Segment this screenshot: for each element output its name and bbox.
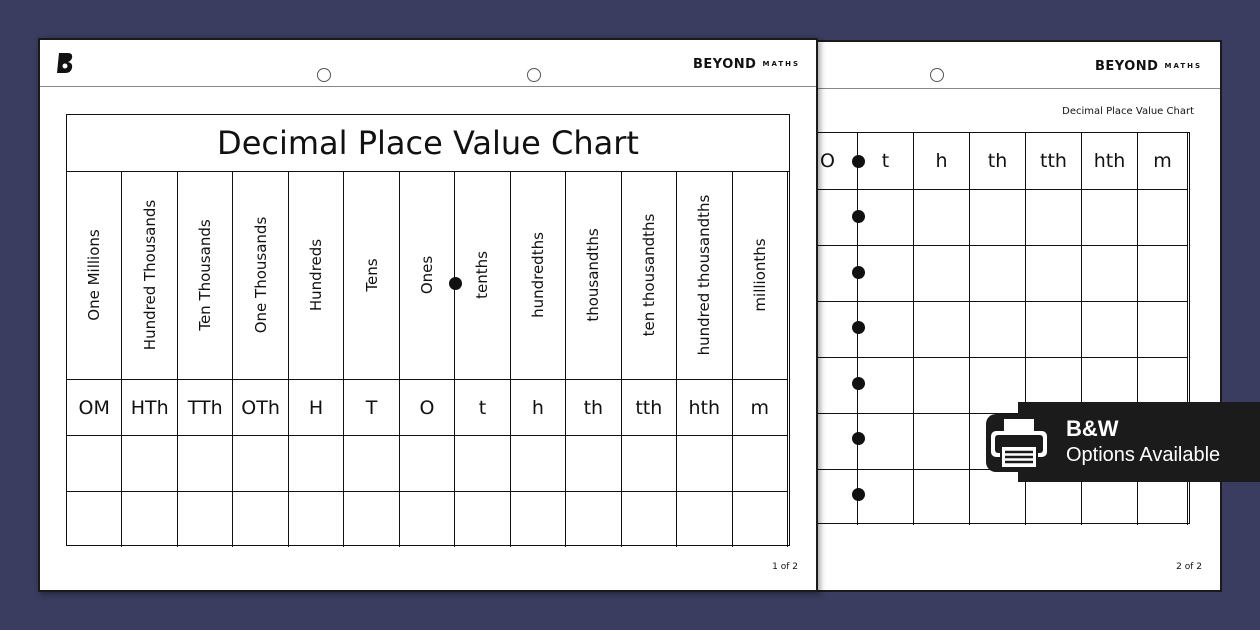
blank-cell[interactable] xyxy=(67,435,122,491)
column-name: Ten Thousands xyxy=(196,219,215,331)
column-header xyxy=(455,171,510,379)
decimal-point-dot xyxy=(852,266,865,279)
blank-cell[interactable] xyxy=(1026,245,1082,301)
column-name: One Millions xyxy=(85,229,104,321)
decimal-point-dot xyxy=(852,377,865,390)
worksheet-page-1 xyxy=(38,38,818,592)
column-name: Ones xyxy=(417,255,436,295)
column-header xyxy=(344,171,399,379)
blank-cell[interactable] xyxy=(1026,301,1082,357)
blank-cell[interactable] xyxy=(455,435,510,491)
column-abbreviation: T xyxy=(344,379,399,435)
beyond-logo-icon xyxy=(56,52,74,74)
blank-cell[interactable] xyxy=(1082,189,1138,245)
page-number: 1 of 2 xyxy=(772,562,798,572)
page-number: 2 of 2 xyxy=(1176,562,1202,572)
column-name: thousandths xyxy=(584,228,603,322)
punch-hole xyxy=(527,68,541,82)
blank-cell[interactable] xyxy=(511,491,566,547)
column-abbreviation: OTh xyxy=(233,379,288,435)
blank-cell[interactable] xyxy=(914,357,970,413)
column-abbreviation: tth xyxy=(1026,133,1082,189)
column-abbreviation: O xyxy=(814,133,858,189)
blank-cell[interactable] xyxy=(511,435,566,491)
column-name: hundred thousandths xyxy=(695,194,714,356)
column-abbreviation: tth xyxy=(622,379,677,435)
column-header xyxy=(122,171,177,379)
blank-cell[interactable] xyxy=(858,357,914,413)
blank-cell[interactable] xyxy=(858,301,914,357)
blank-cell[interactable] xyxy=(914,413,970,469)
blank-cell[interactable] xyxy=(914,245,970,301)
blank-cell[interactable] xyxy=(289,491,344,547)
column-header xyxy=(566,171,621,379)
column-abbreviation: h xyxy=(511,379,566,435)
column-abbreviation: TTh xyxy=(178,379,233,435)
column-name: Hundreds xyxy=(307,238,326,312)
blank-cell[interactable] xyxy=(1138,301,1188,357)
blank-cell[interactable] xyxy=(914,469,970,525)
blank-cell[interactable] xyxy=(289,435,344,491)
column-abbreviation: th xyxy=(566,379,621,435)
blank-cell[interactable] xyxy=(858,189,914,245)
column-abbreviation: h xyxy=(914,133,970,189)
brand-sub: MATHS xyxy=(1164,62,1202,70)
decimal-point-dot xyxy=(852,488,865,501)
blank-cell[interactable] xyxy=(455,491,510,547)
blank-cell[interactable] xyxy=(122,435,177,491)
brand-logo xyxy=(1095,59,1202,74)
column-abbreviation: th xyxy=(970,133,1026,189)
decimal-point-dot xyxy=(449,277,462,290)
worksheet-page-2 xyxy=(812,40,1222,592)
blank-cell[interactable] xyxy=(1082,301,1138,357)
blank-cell[interactable] xyxy=(1082,245,1138,301)
column-header xyxy=(289,171,344,379)
blank-cell[interactable] xyxy=(622,435,677,491)
column-name: ten thousandths xyxy=(639,213,658,337)
blank-cell[interactable] xyxy=(233,491,288,547)
column-header xyxy=(622,171,677,379)
column-name: millionths xyxy=(750,238,769,312)
blank-cell[interactable] xyxy=(622,491,677,547)
decimal-point-dot xyxy=(852,210,865,223)
blank-cell[interactable] xyxy=(566,435,621,491)
column-abbreviation: HTh xyxy=(122,379,177,435)
blank-cell[interactable] xyxy=(914,189,970,245)
chart-title: Decimal Place Value Chart xyxy=(67,115,789,172)
column-header xyxy=(67,171,122,379)
column-header xyxy=(733,171,788,379)
column-abbreviation: hth xyxy=(1082,133,1138,189)
blank-cell[interactable] xyxy=(914,301,970,357)
blank-cell[interactable] xyxy=(566,491,621,547)
brand-logo xyxy=(693,57,800,72)
blank-cell[interactable] xyxy=(814,469,858,525)
brand-sub: MATHS xyxy=(762,60,800,68)
blank-cell[interactable] xyxy=(178,491,233,547)
blank-cell[interactable] xyxy=(858,245,914,301)
place-value-table xyxy=(66,114,790,546)
decimal-point-dot xyxy=(852,321,865,334)
column-abbreviation: m xyxy=(733,379,788,435)
header-divider xyxy=(814,88,1220,89)
column-header xyxy=(400,171,455,379)
column-abbreviation: H xyxy=(289,379,344,435)
page-subtitle: Decimal Place Value Chart xyxy=(1062,106,1194,117)
column-name: One Thousands xyxy=(251,216,270,334)
column-header xyxy=(511,171,566,379)
punch-hole xyxy=(930,68,944,82)
blank-cell[interactable] xyxy=(733,435,788,491)
column-abbreviation: t xyxy=(858,133,914,189)
brand-name: BEYOND xyxy=(693,57,757,72)
blank-cell[interactable] xyxy=(1138,245,1188,301)
column-name: Hundred Thousands xyxy=(140,199,159,351)
column-abbreviation: OM xyxy=(67,379,122,435)
blank-cell[interactable] xyxy=(970,301,1026,357)
blank-cell[interactable] xyxy=(677,435,732,491)
blank-cell[interactable] xyxy=(344,491,399,547)
blank-cell[interactable] xyxy=(1138,189,1188,245)
blank-cell[interactable] xyxy=(400,435,455,491)
blank-cell[interactable] xyxy=(67,491,122,547)
column-header xyxy=(178,171,233,379)
bw-options-badge[interactable] xyxy=(1018,402,1260,482)
column-abbreviation: hth xyxy=(677,379,732,435)
column-abbreviation: O xyxy=(400,379,455,435)
blank-cell[interactable] xyxy=(233,435,288,491)
blank-cell[interactable] xyxy=(344,435,399,491)
decimal-point-dot xyxy=(852,432,865,445)
column-abbreviation: t xyxy=(455,379,510,435)
brand-name: BEYOND xyxy=(1095,59,1159,74)
column-header xyxy=(233,171,288,379)
blank-cell[interactable] xyxy=(970,189,1026,245)
blank-cell[interactable] xyxy=(858,413,914,469)
blank-cell[interactable] xyxy=(970,245,1026,301)
column-name: hundredths xyxy=(528,232,547,318)
blank-cell[interactable] xyxy=(178,435,233,491)
header-divider xyxy=(40,86,816,87)
column-name: tenths xyxy=(473,251,492,299)
decimal-point-dot xyxy=(852,155,865,168)
column-header xyxy=(677,171,732,379)
blank-cell[interactable] xyxy=(733,491,788,547)
badge-line-2: Options Available xyxy=(1066,444,1221,466)
blank-cell[interactable] xyxy=(122,491,177,547)
punch-hole xyxy=(317,68,331,82)
blank-cell[interactable] xyxy=(814,413,858,469)
badge-line-1: B&W xyxy=(1066,416,1119,441)
column-abbreviation: m xyxy=(1138,133,1188,189)
blank-cell[interactable] xyxy=(400,491,455,547)
printer-icon xyxy=(984,412,1054,474)
blank-cell[interactable] xyxy=(858,469,914,525)
column-name: Tens xyxy=(362,258,381,292)
blank-cell[interactable] xyxy=(677,491,732,547)
blank-cell[interactable] xyxy=(1026,189,1082,245)
